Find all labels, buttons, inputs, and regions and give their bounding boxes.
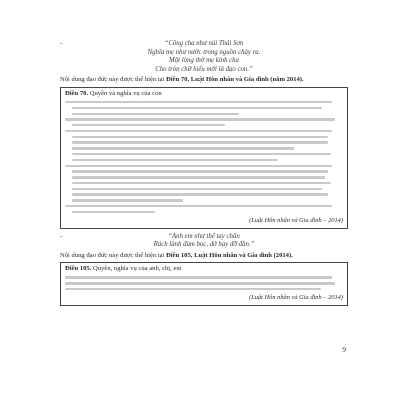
text-line-placeholder: [72, 193, 328, 195]
article-citation: (Luật Hôn nhân và Gia đình – 2014): [249, 216, 343, 224]
article-heading: [65, 265, 343, 273]
text-line-placeholder: [65, 288, 321, 290]
article-heading: [65, 90, 343, 98]
intro-law-reference: Điều 105, Luật Hôn nhân và Gia đình (2014).: [166, 251, 293, 259]
article-body: [65, 101, 343, 213]
poem-line: Nghĩa mẹ như nước trong nguồn chảy ra.: [147, 48, 261, 56]
text-line-placeholder: [72, 170, 328, 172]
text-line-placeholder: [72, 147, 294, 149]
text-line-placeholder: [72, 136, 328, 138]
text-line-placeholder: [65, 276, 332, 278]
text-line-placeholder: [72, 159, 278, 161]
text-line-placeholder: [65, 130, 332, 132]
poem-line: Một lòng thờ mẹ kính cha: [169, 57, 239, 65]
article-number: Điều 105.: [65, 264, 92, 272]
text-line-placeholder: [65, 282, 335, 284]
text-line-placeholder: [65, 165, 332, 167]
intro-paragraph-1: [60, 76, 348, 84]
text-line-placeholder: [72, 188, 322, 190]
law-article-box-105: [60, 262, 348, 306]
text-line-placeholder: [65, 118, 335, 120]
article-title: Quyền, nghĩa vụ của anh, chị, em: [93, 264, 182, 272]
intro-law-reference: Điều 70, Luật Hôn nhân và Gia đình (năm 2014).: [166, 76, 304, 84]
article-number: Điều 70.: [65, 89, 89, 97]
poem-line: Cho tròn chữ hiếu mới là đạo con.”: [155, 65, 253, 73]
poem-dash: -: [60, 232, 63, 240]
article-title: Quyền và nghĩa vụ của con: [89, 89, 162, 97]
text-line-placeholder: [72, 107, 322, 109]
text-line-placeholder: [72, 182, 331, 184]
poem-line: Rách lành đùm bọc, dở hay đỡ đần.”: [153, 241, 255, 249]
intro-text: Nội dung đạo đức này được thể hiện tại: [60, 76, 165, 84]
poem-dash: -: [60, 40, 63, 47]
intro-paragraph-2: [60, 252, 348, 260]
poem-2: [60, 233, 348, 250]
law-article-box-70: [60, 87, 348, 229]
text-line-placeholder: [72, 113, 239, 115]
text-line-placeholder: [65, 101, 332, 103]
text-line-placeholder: [72, 141, 328, 143]
poem-line: “Công cha như núi Thái Sơn: [164, 40, 244, 47]
page-number: 9: [342, 346, 346, 354]
article-citation: (Luật Hôn nhân và Gia đình – 2014): [249, 293, 343, 301]
article-body: [65, 276, 343, 290]
intro-text: Nội dung đạo đức này được thể hiện tại: [60, 251, 165, 259]
poem-1: [60, 40, 348, 74]
text-line-placeholder: [72, 176, 325, 178]
text-line-placeholder: [72, 211, 155, 213]
text-line-placeholder: [65, 205, 332, 207]
poem-line: “Anh em như thể tay chân: [168, 232, 240, 240]
text-line-placeholder: [72, 124, 225, 126]
text-line-placeholder: [72, 199, 183, 201]
text-line-placeholder: [72, 153, 331, 155]
